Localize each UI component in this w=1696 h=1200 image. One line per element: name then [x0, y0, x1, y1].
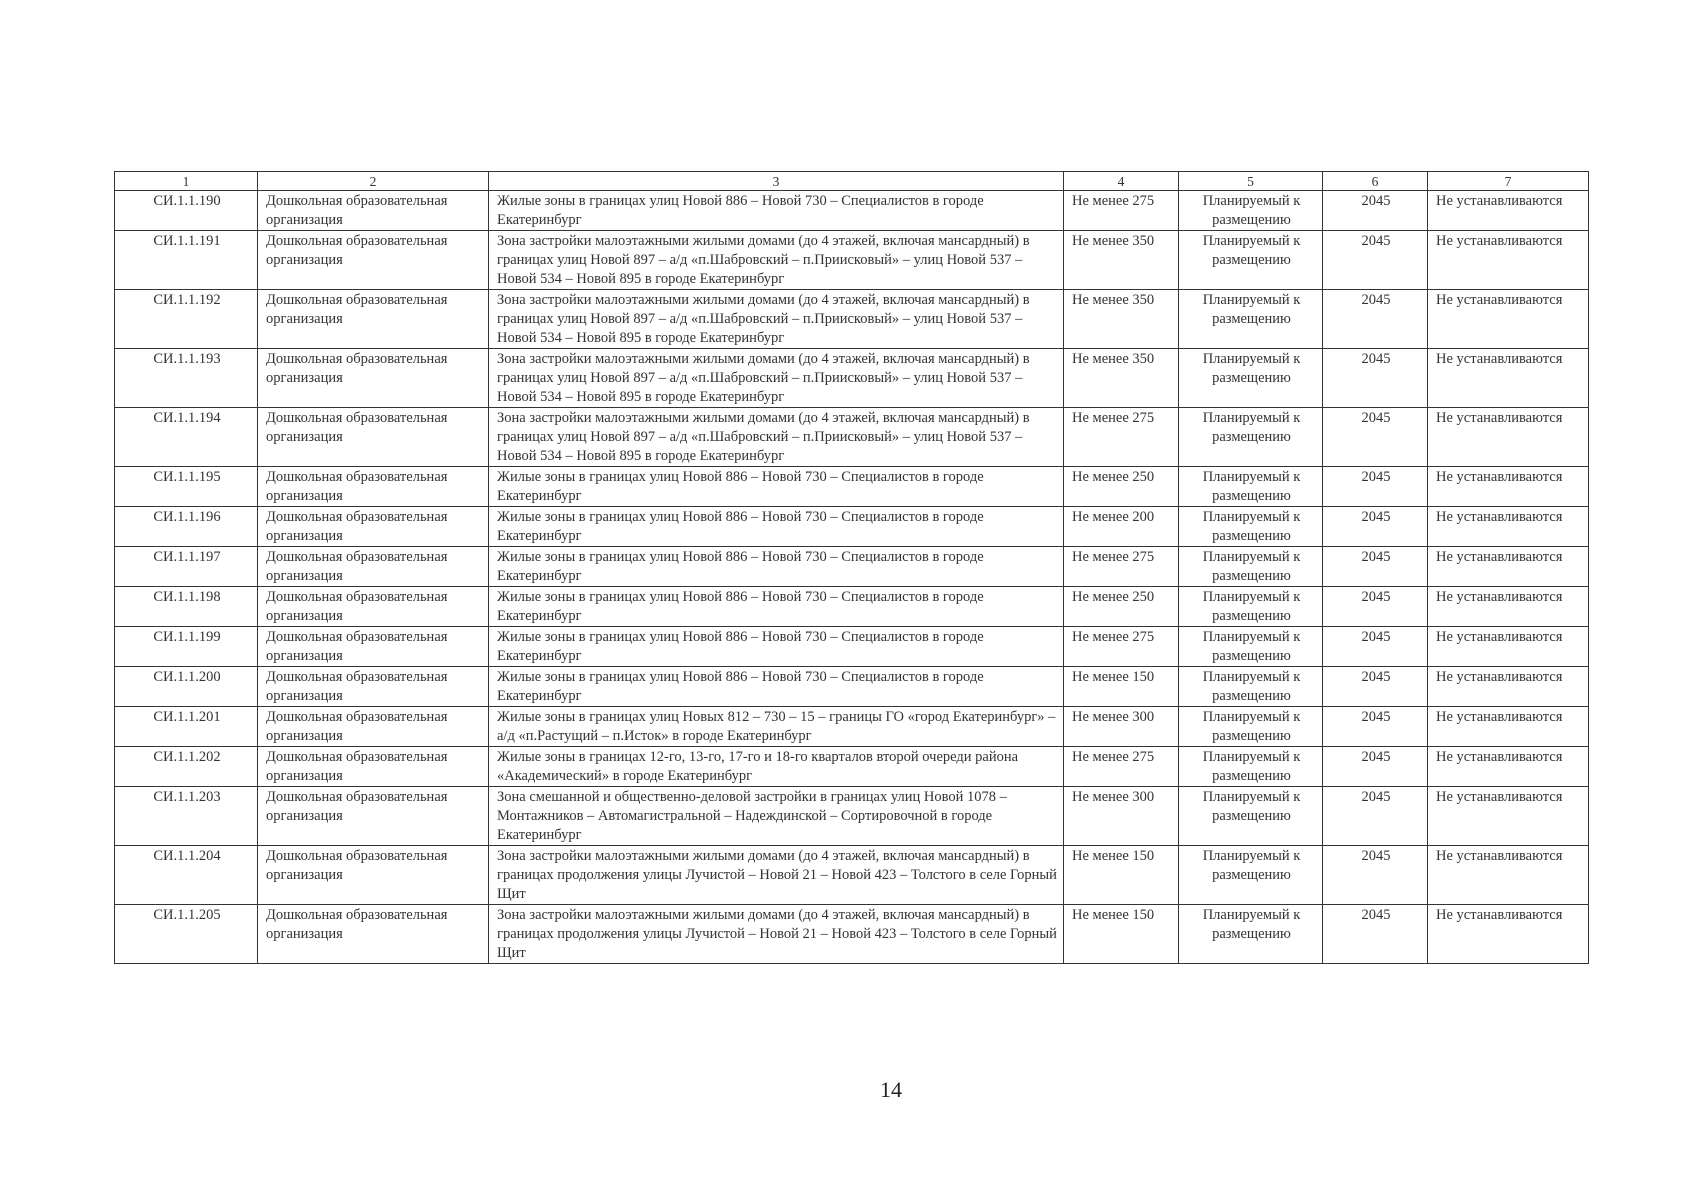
table-row: [115, 507, 1589, 547]
facilities-table: [114, 171, 1589, 964]
cell-facility-type: Дошкольная образовательная организация: [258, 627, 489, 667]
column-header: 4: [1064, 172, 1179, 191]
column-header: 7: [1428, 172, 1589, 191]
cell-code: СИ.1.1.203: [115, 787, 258, 846]
cell-location: Жилые зоны в границах улиц Новой 886 – Новой 730 – Специалистов в городе Екатеринбург: [489, 191, 1064, 231]
cell-capacity: Не менее 250: [1064, 587, 1179, 627]
column-header: 6: [1323, 172, 1428, 191]
cell-capacity: Не менее 200: [1064, 507, 1179, 547]
cell-location: Зона застройки малоэтажными жилыми домами (до 4 этажей, включая мансардный) в границах улиц Новой 897 – а/д «п.Шабровский – п.Приисковый» – улиц Новой 537 – Новой 534 – Новой 895 в городе Екатеринбург: [489, 290, 1064, 349]
table-row: [115, 349, 1589, 408]
cell-zones: Не устанавливаются: [1428, 627, 1589, 667]
cell-location: Зона застройки малоэтажными жилыми домами (до 4 этажей, включая мансардный) в границах улиц Новой 897 – а/д «п.Шабровский – п.Приисковый» – улиц Новой 537 – Новой 534 – Новой 895 в городе Екатеринбург: [489, 349, 1064, 408]
table-row: [115, 290, 1589, 349]
table-row: [115, 467, 1589, 507]
cell-facility-type: Дошкольная образовательная организация: [258, 587, 489, 627]
cell-zones: Не устанавливаются: [1428, 787, 1589, 846]
cell-zones: Не устанавливаются: [1428, 349, 1589, 408]
cell-code: СИ.1.1.201: [115, 707, 258, 747]
cell-status: Планируемый к размещению: [1179, 627, 1323, 667]
cell-facility-type: Дошкольная образовательная организация: [258, 747, 489, 787]
cell-facility-type: Дошкольная образовательная организация: [258, 408, 489, 467]
cell-capacity: Не менее 150: [1064, 667, 1179, 707]
cell-code: СИ.1.1.195: [115, 467, 258, 507]
table-row: [115, 667, 1589, 707]
cell-location: Зона смешанной и общественно-деловой застройки в границах улиц Новой 1078 – Монтажников – Автомагистральной – Надеждинской – Сортировочной в городе Екатеринбург: [489, 787, 1064, 846]
cell-location: Жилые зоны в границах улиц Новых 812 – 730 – 15 – границы ГО «город Екатеринбург» – а/д «п.Растущий – п.Исток» в городе Екатеринбург: [489, 707, 1064, 747]
cell-year: 2045: [1323, 627, 1428, 667]
table-row: [115, 547, 1589, 587]
cell-capacity: Не менее 275: [1064, 747, 1179, 787]
cell-facility-type: Дошкольная образовательная организация: [258, 467, 489, 507]
table-row: [115, 191, 1589, 231]
cell-zones: Не устанавливаются: [1428, 547, 1589, 587]
cell-status: Планируемый к размещению: [1179, 905, 1323, 964]
cell-zones: Не устанавливаются: [1428, 408, 1589, 467]
cell-location: Жилые зоны в границах улиц Новой 886 – Новой 730 – Специалистов в городе Екатеринбург: [489, 547, 1064, 587]
cell-zones: Не устанавливаются: [1428, 467, 1589, 507]
cell-location: Зона застройки малоэтажными жилыми домами (до 4 этажей, включая мансардный) в границах улиц Новой 897 – а/д «п.Шабровский – п.Приисковый» – улиц Новой 537 – Новой 534 – Новой 895 в городе Екатеринбург: [489, 408, 1064, 467]
cell-status: Планируемый к размещению: [1179, 747, 1323, 787]
cell-year: 2045: [1323, 667, 1428, 707]
cell-location: Жилые зоны в границах улиц Новой 886 – Новой 730 – Специалистов в городе Екатеринбург: [489, 507, 1064, 547]
cell-code: СИ.1.1.193: [115, 349, 258, 408]
cell-code: СИ.1.1.198: [115, 587, 258, 627]
cell-status: Планируемый к размещению: [1179, 667, 1323, 707]
cell-year: 2045: [1323, 349, 1428, 408]
cell-capacity: Не менее 150: [1064, 846, 1179, 905]
cell-facility-type: Дошкольная образовательная организация: [258, 290, 489, 349]
table-row: [115, 627, 1589, 667]
cell-facility-type: Дошкольная образовательная организация: [258, 349, 489, 408]
cell-year: 2045: [1323, 587, 1428, 627]
cell-capacity: Не менее 250: [1064, 467, 1179, 507]
cell-zones: Не устанавливаются: [1428, 905, 1589, 964]
cell-capacity: Не менее 275: [1064, 627, 1179, 667]
cell-year: 2045: [1323, 231, 1428, 290]
cell-location: Жилые зоны в границах 12-го, 13-го, 17-го и 18-го кварталов второй очереди района «Академический» в городе Екатеринбург: [489, 747, 1064, 787]
cell-capacity: Не менее 350: [1064, 231, 1179, 290]
cell-capacity: Не менее 300: [1064, 787, 1179, 846]
cell-status: Планируемый к размещению: [1179, 787, 1323, 846]
cell-zones: Не устанавливаются: [1428, 507, 1589, 547]
cell-code: СИ.1.1.205: [115, 905, 258, 964]
cell-facility-type: Дошкольная образовательная организация: [258, 707, 489, 747]
cell-status: Планируемый к размещению: [1179, 191, 1323, 231]
cell-year: 2045: [1323, 290, 1428, 349]
cell-status: Планируемый к размещению: [1179, 507, 1323, 547]
cell-code: СИ.1.1.199: [115, 627, 258, 667]
cell-status: Планируемый к размещению: [1179, 408, 1323, 467]
table-body: [115, 191, 1589, 964]
cell-capacity: Не менее 275: [1064, 547, 1179, 587]
cell-year: 2045: [1323, 507, 1428, 547]
cell-capacity: Не менее 350: [1064, 349, 1179, 408]
cell-year: 2045: [1323, 707, 1428, 747]
cell-capacity: Не менее 300: [1064, 707, 1179, 747]
column-header: 2: [258, 172, 489, 191]
table-row: [115, 747, 1589, 787]
cell-zones: Не устанавливаются: [1428, 747, 1589, 787]
cell-location: Жилые зоны в границах улиц Новой 886 – Новой 730 – Специалистов в городе Екатеринбург: [489, 587, 1064, 627]
cell-code: СИ.1.1.190: [115, 191, 258, 231]
table-row: [115, 787, 1589, 846]
table-row: [115, 707, 1589, 747]
table-row: [115, 905, 1589, 964]
cell-facility-type: Дошкольная образовательная организация: [258, 787, 489, 846]
cell-code: СИ.1.1.204: [115, 846, 258, 905]
cell-zones: Не устанавливаются: [1428, 191, 1589, 231]
cell-location: Зона застройки малоэтажными жилыми домами (до 4 этажей, включая мансардный) в границах продолжения улицы Лучистой – Новой 21 – Новой 423 – Толстого в селе Горный Щит: [489, 846, 1064, 905]
cell-code: СИ.1.1.194: [115, 408, 258, 467]
cell-year: 2045: [1323, 408, 1428, 467]
cell-capacity: Не менее 350: [1064, 290, 1179, 349]
cell-status: Планируемый к размещению: [1179, 846, 1323, 905]
cell-code: СИ.1.1.197: [115, 547, 258, 587]
cell-location: Зона застройки малоэтажными жилыми домами (до 4 этажей, включая мансардный) в границах продолжения улицы Лучистой – Новой 21 – Новой 423 – Толстого в селе Горный Щит: [489, 905, 1064, 964]
cell-status: Планируемый к размещению: [1179, 349, 1323, 408]
cell-capacity: Не менее 150: [1064, 905, 1179, 964]
cell-zones: Не устанавливаются: [1428, 667, 1589, 707]
column-header: 5: [1179, 172, 1323, 191]
cell-status: Планируемый к размещению: [1179, 707, 1323, 747]
cell-zones: Не устанавливаются: [1428, 707, 1589, 747]
table-row: [115, 587, 1589, 627]
cell-facility-type: Дошкольная образовательная организация: [258, 667, 489, 707]
column-header: 3: [489, 172, 1064, 191]
cell-year: 2045: [1323, 846, 1428, 905]
cell-zones: Не устанавливаются: [1428, 290, 1589, 349]
cell-code: СИ.1.1.200: [115, 667, 258, 707]
cell-status: Планируемый к размещению: [1179, 467, 1323, 507]
table-row: [115, 846, 1589, 905]
page-number: 14: [880, 1077, 902, 1102]
cell-location: Жилые зоны в границах улиц Новой 886 – Новой 730 – Специалистов в городе Екатеринбург: [489, 667, 1064, 707]
cell-code: СИ.1.1.192: [115, 290, 258, 349]
cell-location: Зона застройки малоэтажными жилыми домами (до 4 этажей, включая мансардный) в границах улиц Новой 897 – а/д «п.Шабровский – п.Приисковый» – улиц Новой 537 – Новой 534 – Новой 895 в городе Екатеринбург: [489, 231, 1064, 290]
table-row: [115, 231, 1589, 290]
column-header: 1: [115, 172, 258, 191]
cell-zones: Не устанавливаются: [1428, 846, 1589, 905]
cell-status: Планируемый к размещению: [1179, 547, 1323, 587]
cell-zones: Не устанавливаются: [1428, 231, 1589, 290]
header-row: [115, 172, 1589, 191]
cell-capacity: Не менее 275: [1064, 191, 1179, 231]
cell-location: Жилые зоны в границах улиц Новой 886 – Новой 730 – Специалистов в городе Екатеринбург: [489, 467, 1064, 507]
cell-status: Планируемый к размещению: [1179, 231, 1323, 290]
cell-facility-type: Дошкольная образовательная организация: [258, 547, 489, 587]
cell-capacity: Не менее 275: [1064, 408, 1179, 467]
cell-code: СИ.1.1.202: [115, 747, 258, 787]
cell-facility-type: Дошкольная образовательная организация: [258, 905, 489, 964]
cell-code: СИ.1.1.196: [115, 507, 258, 547]
cell-year: 2045: [1323, 787, 1428, 846]
cell-zones: Не устанавливаются: [1428, 587, 1589, 627]
cell-year: 2045: [1323, 905, 1428, 964]
cell-facility-type: Дошкольная образовательная организация: [258, 231, 489, 290]
cell-year: 2045: [1323, 467, 1428, 507]
cell-location: Жилые зоны в границах улиц Новой 886 – Новой 730 – Специалистов в городе Екатеринбург: [489, 627, 1064, 667]
cell-status: Планируемый к размещению: [1179, 290, 1323, 349]
cell-year: 2045: [1323, 747, 1428, 787]
cell-code: СИ.1.1.191: [115, 231, 258, 290]
table-row: [115, 408, 1589, 467]
cell-year: 2045: [1323, 191, 1428, 231]
cell-status: Планируемый к размещению: [1179, 587, 1323, 627]
cell-year: 2045: [1323, 547, 1428, 587]
cell-facility-type: Дошкольная образовательная организация: [258, 846, 489, 905]
cell-facility-type: Дошкольная образовательная организация: [258, 507, 489, 547]
cell-facility-type: Дошкольная образовательная организация: [258, 191, 489, 231]
